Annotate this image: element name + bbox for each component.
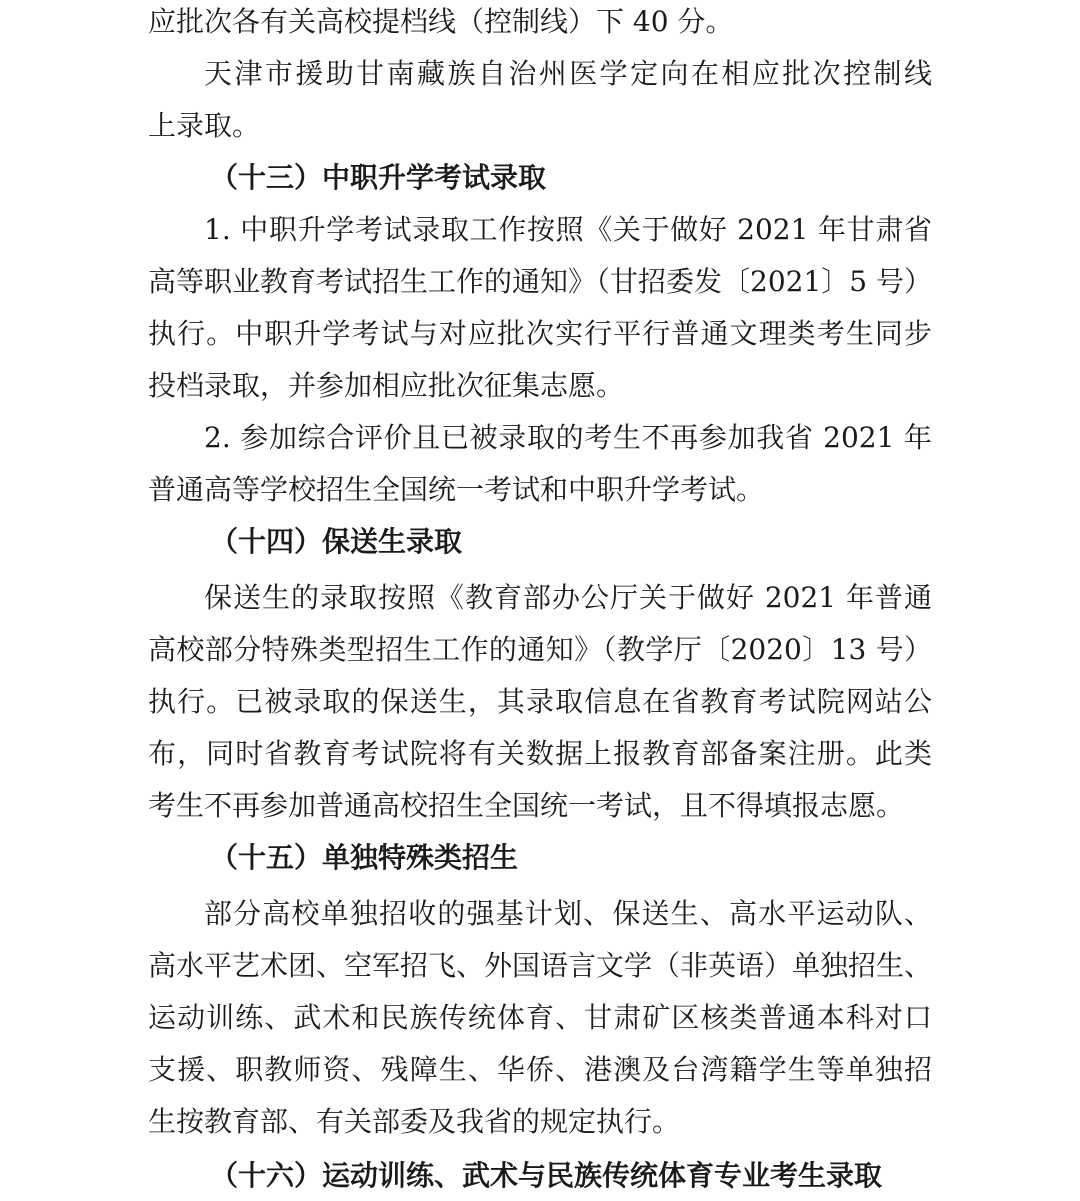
section-heading: （十五）单独特殊类招生: [210, 841, 519, 874]
text-line: 执行。已被录取的保送生，其录取信息在省教育考试院网站公: [148, 685, 932, 718]
text-line: 高等职业教育考试招生工作的通知》（甘招委发〔2021〕5 号）: [148, 265, 932, 298]
text-line: 高水平艺术团、空军招飞、外国语言文学（非英语）单独招生、: [148, 949, 933, 982]
text-line: 生按教育部、有关部委及我省的规定执行。: [148, 1105, 681, 1138]
text-line: 考生不再参加普通高校招生全国统一考试，且不得填报志愿。: [148, 789, 905, 822]
text-line: 布，同时省教育考试院将有关数据上报教育部备案注册。此类: [148, 737, 932, 770]
text-line: 部分高校单独招收的强基计划、保送生、高水平运动队、: [204, 897, 932, 930]
text-line: 投档录取，并参加相应批次征集志愿。: [148, 369, 625, 402]
text-line: 2. 参加综合评价且已被录取的考生不再参加我省 2021 年: [204, 421, 932, 454]
text-line: 保送生的录取按照《教育部办公厅关于做好 2021 年普通: [204, 581, 932, 614]
text-line: 应批次各有关高校提档线（控制线）下 40 分。: [148, 5, 734, 38]
text-line: 运动训练、武术和民族传统体育、甘肃矿区核类普通本科对口: [148, 1001, 932, 1034]
text-line: 天津市援助甘南藏族自治州医学定向在相应批次控制线: [204, 57, 932, 90]
text-line: 1. 中职升学考试录取工作按照《关于做好 2021 年甘肃省: [204, 213, 932, 246]
section-heading: （十三）中职升学考试录取: [210, 161, 547, 194]
text-line: 高校部分特殊类型招生工作的通知》（教学厅〔2020〕13 号）: [148, 633, 932, 666]
text-line: 普通高等学校招生全国统一考试和中职升学考试。: [148, 473, 765, 506]
text-line: 执行。中职升学考试与对应批次实行平行普通文理类考生同步: [148, 317, 932, 350]
section-heading: （十六）运动训练、武术与民族传统体育专业考生录取: [210, 1159, 883, 1192]
section-heading: （十四）保送生录取: [210, 525, 463, 558]
text-line: 支援、职教师资、残障生、华侨、港澳及台湾籍学生等单独招: [148, 1053, 932, 1086]
text-line: 上录取。: [148, 109, 261, 142]
